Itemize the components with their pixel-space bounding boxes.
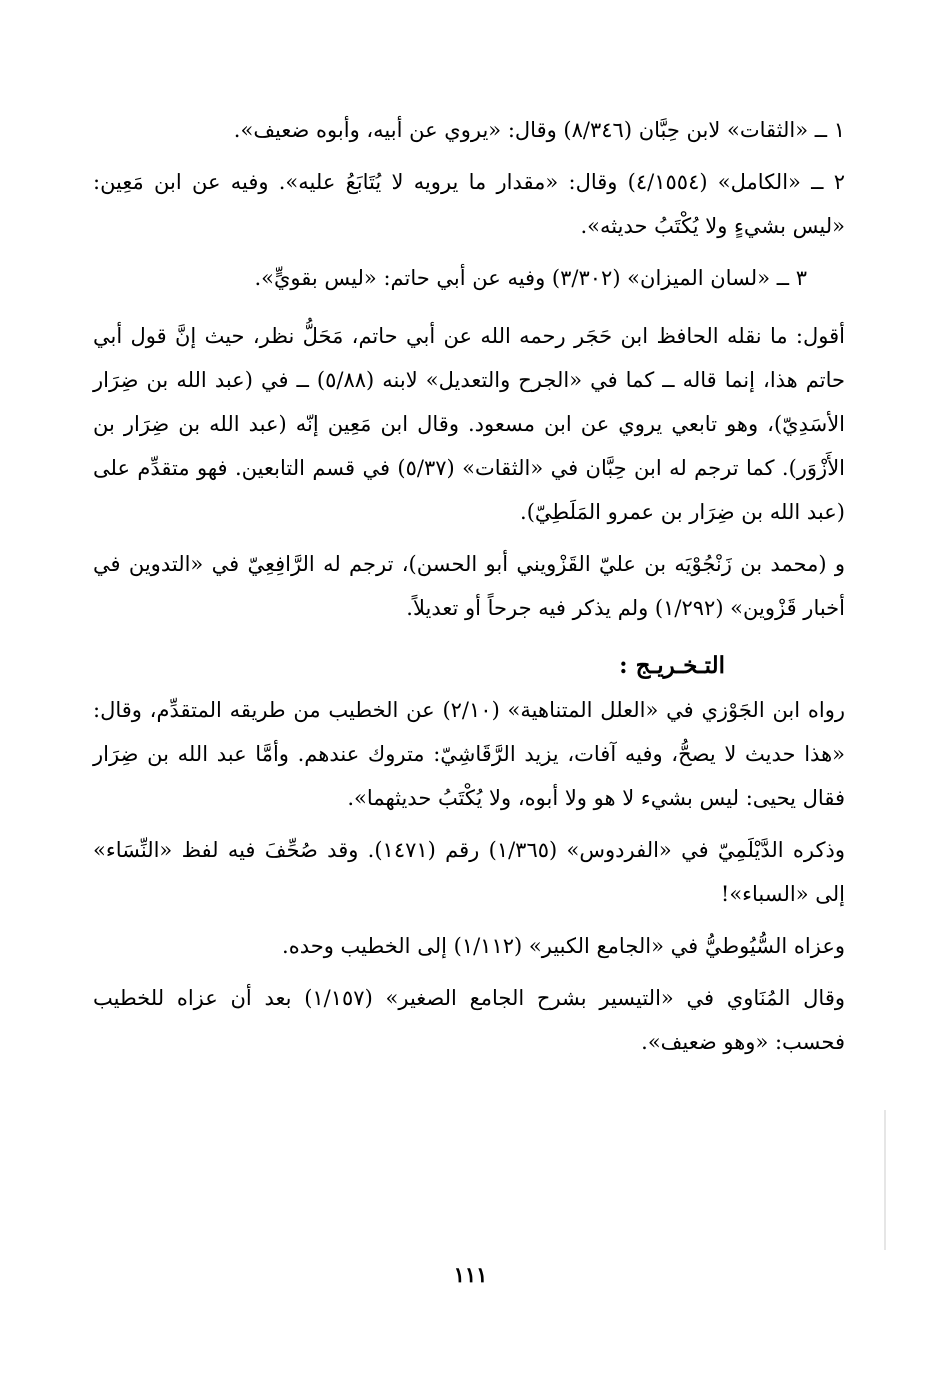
page-body	[93, 108, 845, 1064]
footnote-1: ١ ــ «الثقات» لابن حِبَّان (٨/٣٤٦) وقال: «يروي عن أبيه، وأبوه ضعيف».	[233, 118, 845, 142]
takhrij-paragraph-4: وقال المُنَاوي في «التيسير بشرح الجامع الصغير» (١/١٥٧) بعد أن عزاه للخطيب فحسب: «وهو ضعيف».	[93, 986, 845, 1054]
commentary-paragraph-1: أقول: ما نقله الحافظ ابن حَجَر رحمه الله عن أبي حاتم، مَحَلُّ نظر، حيث إنَّ قول أبي حاتم هذا، إنما قاله ــ كما في «الجرح والتعديل» لابنه (٥/٨٨) ــ في (عبد الله بن ضِرَار الأسَدِيّ)، وهو تابعي يروي عن ابن مسعود. وقال ابن مَعِين إنّه (عبد الله بن ضِرَار بن الأَزْوَر). كما ترجم له ابن حِبَّان في «الثقات» (٥/٣٧) في قسم التابعين. فهو متقدِّم على (عبد الله بن ضِرَار بن عمرو المَلَطِيّ).	[93, 324, 846, 524]
takhrij-paragraph-2: وذكره الدَّيْلَمِيّ في «الفردوس» (١/٣٦٥) رقم (١٤٧١). وقد صُحِّفَ فيه لفظ «النِّسَاء» إلى «السباء»!	[93, 838, 845, 906]
margin-line	[884, 1110, 886, 1250]
commentary-paragraph-2: و (محمد بن زَنْجُوْيَه بن عليّ القَزْويني أبو الحسن)، ترجم له الرَّافِعِيّ في «التدوين في أخبار قَزْوين» (١/٢٩٢) ولم يذكر فيه جرحاً أو تعديلاً.	[93, 552, 845, 620]
takhrij-heading: التـخـريـج :	[619, 652, 725, 679]
footnote-2: ٢ ــ «الكامل» (٤/١٥٥٤) وقال: «مقدار ما يرويه لا يُتَابَعُ عليه». وفيه عن ابن مَعِين: «ليس بشيءٍ ولا يُكْتَبُ حديثه».	[93, 170, 845, 238]
page-number: ١١١	[453, 1262, 488, 1287]
takhrij-paragraph-1: رواه ابن الجَوْزي في «العلل المتناهية» (٢/١٠) عن الخطيب من طريقه المتقدِّم، وقال: «هذا حديث لا يصحُّ، وفيه آفات، يزيد الرَّقَاشِيّ: متروك عندهم. وأمَّا عبد الله بن ضِرَار فقال يحيى: ليس بشيء لا هو ولا أبوه، ولا يُكْتَبُ حديثهما».	[93, 698, 845, 810]
takhrij-paragraph-3: وعزاه السُّيُوطيُّ في «الجامع الكبير» (١/١١٢) إلى الخطيب وحده.	[282, 934, 845, 958]
footnote-3: ٣ ــ «لسان الميزان» (٣/٣٠٢) وفيه عن أبي حاتم: «ليس بقويٍّ».	[254, 266, 807, 290]
